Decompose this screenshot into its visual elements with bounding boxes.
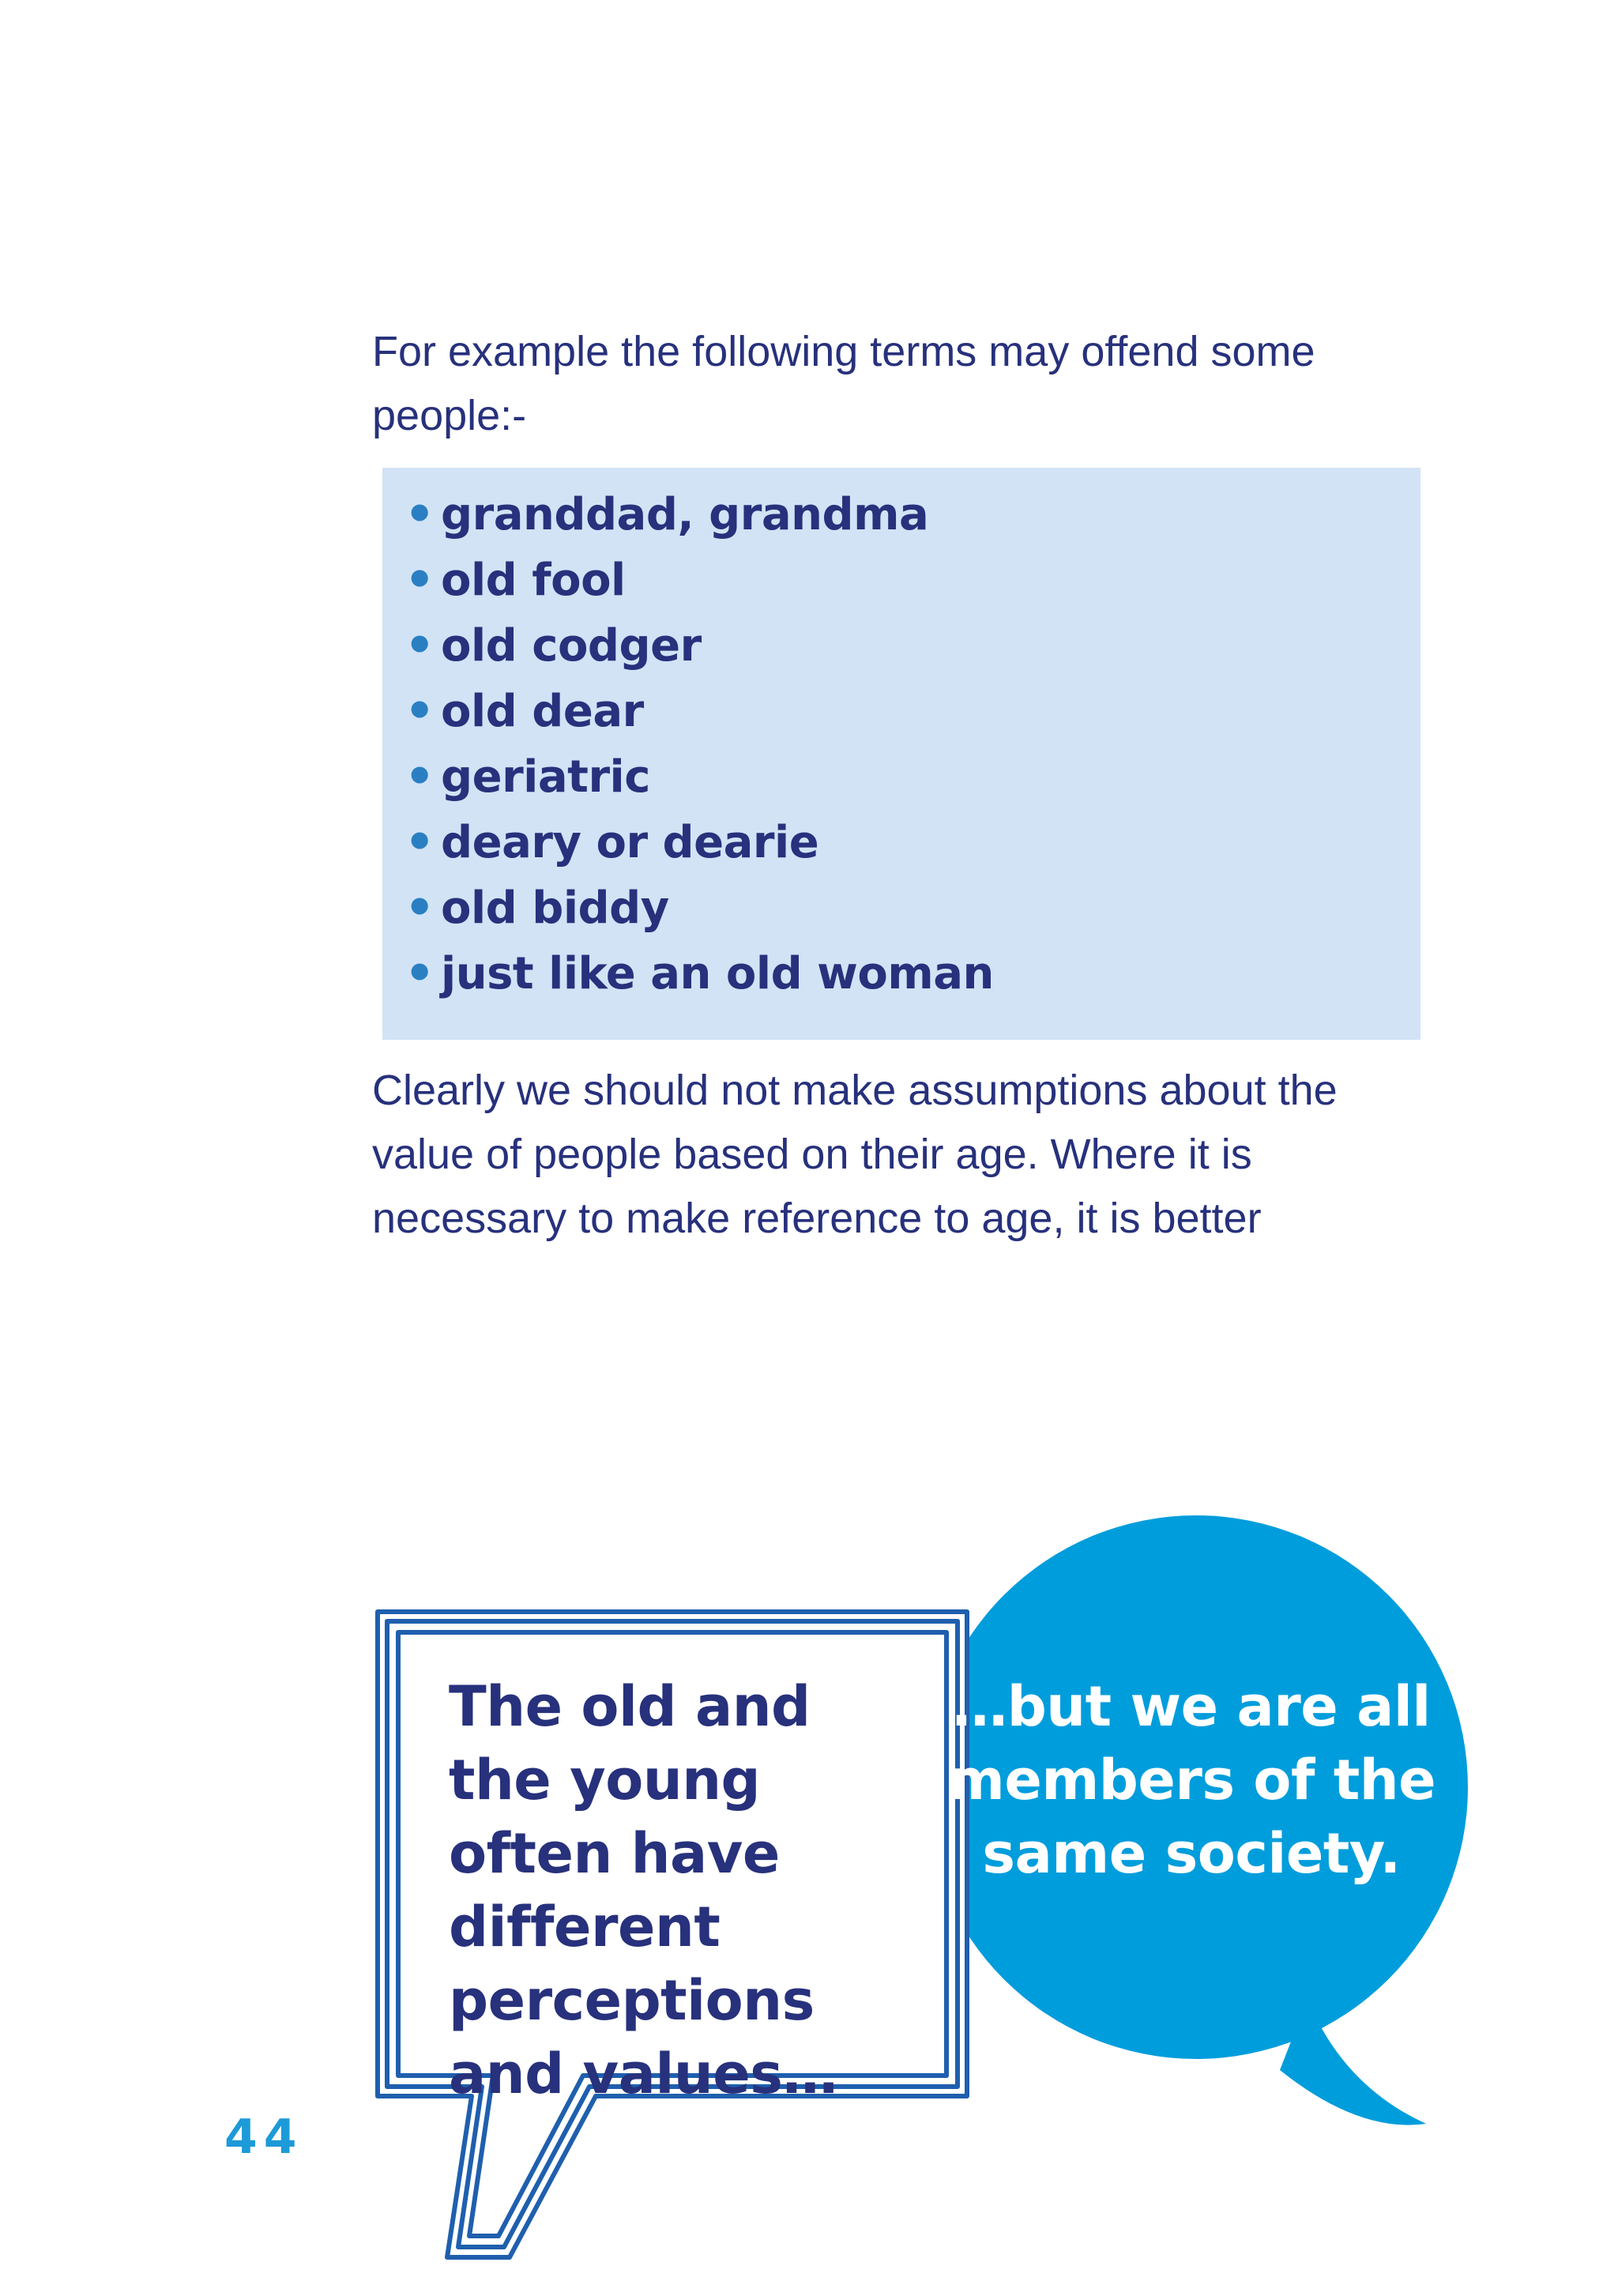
term-text: granddad, grandma: [441, 489, 929, 540]
term-text: old codger: [441, 620, 702, 672]
bullet-icon: •: [404, 946, 435, 1001]
bullet-icon: •: [404, 552, 435, 608]
bullet-icon: •: [404, 880, 435, 935]
quote-right-text: …but we are all members of the same society.: [946, 1674, 1436, 1886]
bullet-icon: •: [404, 749, 435, 804]
term-text: just like an old woman: [441, 948, 994, 999]
quote-left-text: The old and the young often have different perceptions and values…: [449, 1674, 837, 2106]
term-text: old biddy: [441, 883, 669, 934]
intro-paragraph: For example the following terms may offend some people:-: [372, 328, 1315, 439]
term-text: deary or dearie: [441, 817, 819, 868]
bullet-icon: •: [404, 618, 435, 673]
page-number: 44: [224, 2110, 303, 2165]
body-paragraph: Clearly we should not make assumptions about the value of people based on their age. Where it is necessary to make reference to age, it is better: [372, 1067, 1338, 1242]
bullet-icon: •: [404, 815, 435, 870]
term-text: geriatric: [441, 751, 650, 803]
bullet-icon: •: [404, 683, 435, 739]
term-text: old fool: [441, 555, 626, 606]
bubble-tail: [1280, 1999, 1426, 2125]
bullet-icon: •: [404, 487, 435, 542]
term-text: old dear: [441, 686, 644, 737]
